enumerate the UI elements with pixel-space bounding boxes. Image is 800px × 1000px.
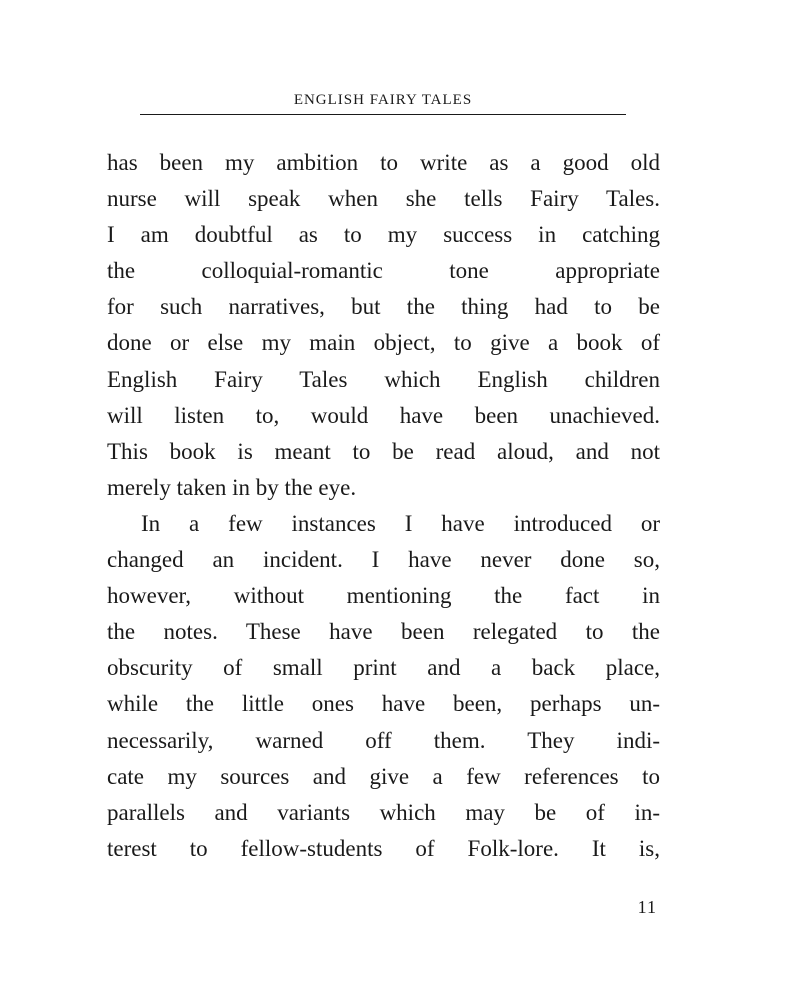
text-line: terest to fellow-students of Folk-lore. It is, bbox=[107, 835, 660, 861]
text-line: will listen to, would have been unachieved. bbox=[107, 402, 660, 428]
page-number: 11 bbox=[637, 897, 657, 917]
text-line: however, without mentioning the fact in bbox=[107, 583, 660, 609]
text-line: cate my sources and give a few references to bbox=[107, 763, 660, 789]
text-line: changed an incident. I have never done so, bbox=[107, 547, 660, 573]
text-line: merely taken in by the eye. bbox=[107, 474, 357, 500]
text-line: done or else my main object, to give a book of bbox=[107, 330, 660, 356]
text-line: has been my ambition to write as a good old bbox=[107, 150, 660, 175]
text-line: obscurity of small print and a back place, bbox=[107, 655, 660, 681]
text-line: I am doubtful as to my success in catching bbox=[107, 222, 660, 248]
running-head: ENGLISH FAIRY TALES bbox=[293, 92, 473, 108]
text-line: parallels and variants which may be of in- bbox=[107, 799, 660, 825]
text-line: This book is meant to be read aloud, and not bbox=[107, 438, 660, 464]
text-line: nurse will speak when she tells Fairy Tales. bbox=[107, 186, 660, 212]
text-line: necessarily, warned off them. They indi- bbox=[107, 727, 660, 753]
paragraph-2 bbox=[107, 506, 660, 867]
text-line: the notes. These have been relegated to the bbox=[107, 619, 660, 645]
text-line: for such narratives, but the thing had to be bbox=[107, 294, 660, 320]
text-line: while the little ones have been, perhaps un- bbox=[107, 691, 660, 717]
paragraph-1 bbox=[107, 145, 660, 506]
text-line: English Fairy Tales which English children bbox=[107, 366, 660, 392]
text-line: the colloquial-romantic tone appropriate bbox=[107, 258, 660, 284]
header-rule bbox=[140, 114, 626, 115]
body-text bbox=[107, 145, 660, 867]
text-line: In a few instances I have introduced or bbox=[141, 510, 660, 536]
